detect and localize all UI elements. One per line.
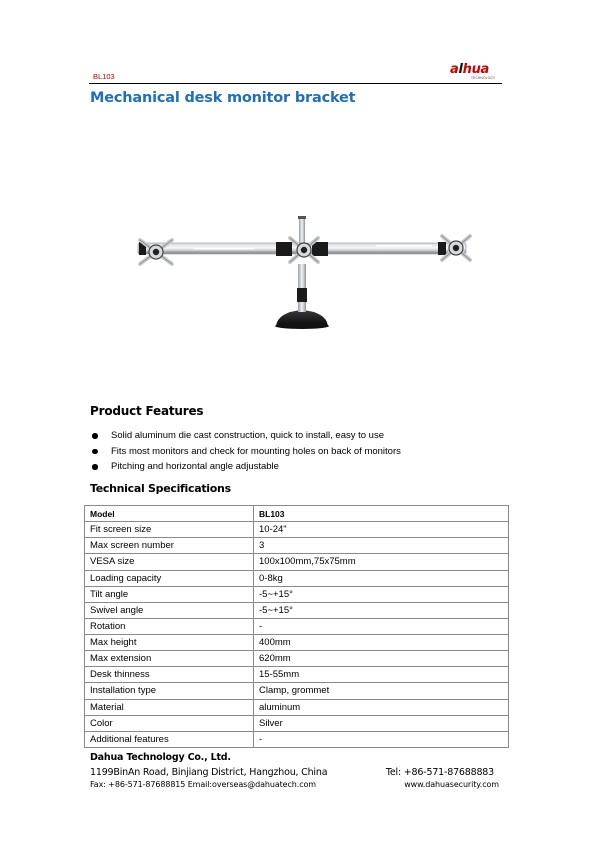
spec-label: Model xyxy=(85,506,254,522)
page-title: Mechanical desk monitor bracket xyxy=(90,90,356,106)
table-row xyxy=(85,618,509,634)
spec-label: VESA size xyxy=(85,554,254,570)
spec-label: Swivel angle xyxy=(85,602,254,618)
monitor-bracket-icon xyxy=(128,208,476,334)
table-row xyxy=(85,522,509,538)
spec-value: Silver xyxy=(254,715,509,731)
features-heading: Product Features xyxy=(90,404,204,418)
spec-label: Max screen number xyxy=(85,538,254,554)
bullet-icon xyxy=(92,464,98,470)
footer-address: 1199BinAn Road, Binjiang District, Hangzhou, China xyxy=(90,767,328,778)
features-list xyxy=(90,428,401,475)
bullet-icon xyxy=(92,449,98,455)
table-row xyxy=(85,538,509,554)
table-row xyxy=(85,683,509,699)
specs-heading: Technical Specifications xyxy=(90,482,231,495)
spec-value: 15-55mm xyxy=(254,667,509,683)
spec-label: Rotation xyxy=(85,618,254,634)
table-row xyxy=(85,731,509,747)
header-model-code: BL103 xyxy=(93,72,115,81)
dahua-logo-icon: alhua TECHNOLOGY xyxy=(450,62,496,80)
table-row xyxy=(85,586,509,602)
table-row xyxy=(85,651,509,667)
spec-value: aluminum xyxy=(254,699,509,715)
spec-value: - xyxy=(254,731,509,747)
bullet-icon xyxy=(92,433,98,439)
spec-label: Tilt angle xyxy=(85,586,254,602)
footer-website: www.dahuasecurity.com xyxy=(404,780,499,789)
table-row xyxy=(85,715,509,731)
table-row xyxy=(85,699,509,715)
footer-tel: Tel: +86-571-87688883 xyxy=(385,767,494,778)
spec-label: Additional features xyxy=(85,731,254,747)
spec-value: -5~+15° xyxy=(254,586,509,602)
spec-label: Color xyxy=(85,715,254,731)
spec-label: Material xyxy=(85,699,254,715)
specs-table xyxy=(84,505,509,748)
spec-value: -5~+15° xyxy=(254,602,509,618)
spec-value: Clamp, grommet xyxy=(254,683,509,699)
list-item xyxy=(90,444,401,460)
spec-value: 100x100mm,75x75mm xyxy=(254,554,509,570)
table-row xyxy=(85,602,509,618)
table-row xyxy=(85,635,509,651)
spec-value: BL103 xyxy=(254,506,509,522)
table-row xyxy=(85,554,509,570)
spec-label: Max height xyxy=(85,635,254,651)
header-divider xyxy=(89,83,502,84)
list-item xyxy=(90,459,401,475)
footer-fax-email: Fax: +86-571-87688815 Email:overseas@dahuatech.com xyxy=(90,780,317,789)
spec-label: Loading capacity xyxy=(85,570,254,586)
spec-value: 620mm xyxy=(254,651,509,667)
spec-value: 3 xyxy=(254,538,509,554)
footer-company: Dahua Technology Co., Ltd. xyxy=(90,752,231,763)
spec-value: - xyxy=(254,618,509,634)
table-row xyxy=(85,667,509,683)
list-item xyxy=(90,428,401,444)
spec-value: 400mm xyxy=(254,635,509,651)
spec-label: Fit screen size xyxy=(85,522,254,538)
spec-value: 10-24" xyxy=(254,522,509,538)
table-row xyxy=(85,506,509,522)
feature-text: Fits most monitors and check for mounting holes on back of monitors xyxy=(111,445,401,457)
feature-text: Pitching and horizontal angle adjustable xyxy=(111,461,279,472)
spec-value: 0-8kg xyxy=(254,570,509,586)
feature-text: Solid aluminum die cast construction, quick to install, easy to use xyxy=(111,430,384,441)
table-row xyxy=(85,570,509,586)
spec-label: Installation type xyxy=(85,683,254,699)
spec-label: Max extension xyxy=(85,651,254,667)
spec-label: Desk thinness xyxy=(85,667,254,683)
